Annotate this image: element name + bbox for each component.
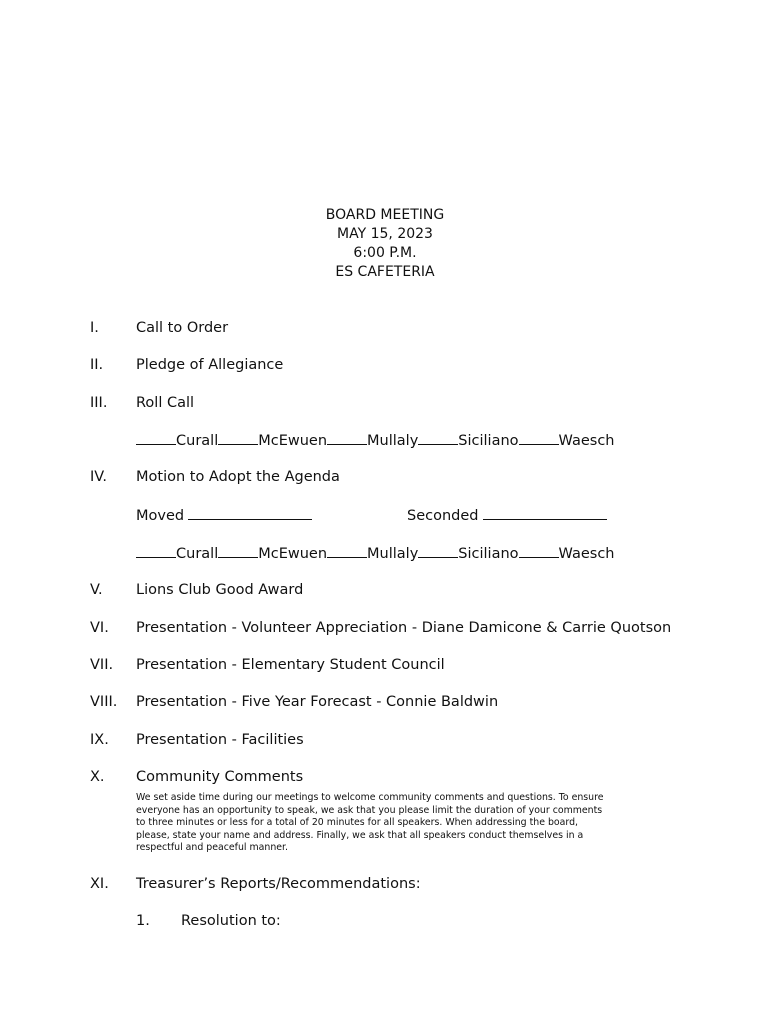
item-number: VII. [90, 657, 114, 673]
meeting-title: BOARD MEETING [325, 207, 445, 223]
item-number: II. [90, 357, 104, 373]
agenda-item-4 [90, 468, 340, 486]
roll-name: Curall [176, 546, 219, 562]
item-number: XI. [90, 876, 109, 892]
roll-blank [418, 431, 458, 445]
roll-blank [519, 544, 559, 558]
subitem-1 [136, 912, 281, 930]
roll-blank [136, 431, 176, 445]
meeting-location: ES CAFETERIA [335, 264, 435, 280]
roll-blank [519, 431, 559, 445]
agenda-item-8 [90, 693, 498, 711]
agenda-item-3 [90, 394, 194, 412]
agenda-item-9 [90, 731, 304, 749]
agenda-item-5 [90, 581, 303, 599]
item-text: Presentation - Volunteer Appreciation - Diane Damicone & Carrie Quotson [136, 620, 672, 636]
agenda-item-10 [90, 768, 303, 786]
item-number: VIII. [90, 694, 118, 710]
motion-line [136, 506, 636, 525]
agenda-item-7 [90, 656, 445, 674]
item-number: VI. [90, 620, 109, 636]
moved-label: Moved [136, 508, 185, 524]
item-number: IV. [90, 469, 107, 485]
roll-name: McEwuen [258, 433, 328, 449]
roll-name: Mullaly [367, 546, 419, 562]
note-line: everyone has an opportunity to speak, we ask that you please limit the duration of your comments [136, 804, 603, 816]
item-number: I. [90, 320, 99, 336]
roll-name: McEwuen [258, 546, 328, 562]
roll-blank [418, 544, 458, 558]
roll-blank [136, 544, 176, 558]
roll-name: Siciliano [458, 546, 519, 562]
agenda-item-2 [90, 356, 283, 374]
roll-call-line-2 [136, 544, 614, 563]
roll-name: Waesch [558, 546, 615, 562]
note-line: We set aside time during our meetings to welcome community comments and questions. To ensure [136, 792, 604, 803]
seconded-blank [483, 506, 607, 520]
meeting-date: MAY 15, 2023 [337, 226, 433, 242]
item-text: Roll Call [136, 395, 195, 411]
note-line: to three minutes or less for a total of 20 minutes for all speakers. When addressing the board, [136, 817, 579, 829]
item-number: X. [90, 769, 105, 785]
community-comments-note [136, 792, 604, 855]
roll-name: Waesch [558, 433, 615, 449]
roll-name: Mullaly [367, 433, 419, 449]
subitem-text: Resolution to: [181, 913, 281, 929]
roll-blank [327, 431, 367, 445]
item-text: Presentation - Facilities [136, 732, 304, 748]
agenda-item-6 [90, 619, 671, 637]
roll-blank [218, 431, 258, 445]
item-text: Presentation - Five Year Forecast - Connie Baldwin [136, 694, 499, 710]
agenda-item-11 [90, 875, 421, 893]
item-text: Lions Club Good Award [136, 582, 304, 598]
roll-blank [218, 544, 258, 558]
note-line: please, state your name and address. Finally, we ask that all speakers conduct themselves in a [136, 829, 584, 841]
subitem-number: 1. [136, 913, 150, 929]
item-text: Motion to Adopt the Agenda [136, 469, 340, 485]
roll-name: Curall [176, 433, 219, 449]
item-text: Pledge of Allegiance [136, 357, 284, 373]
seconded-label: Seconded [407, 508, 479, 524]
item-number: III. [90, 395, 108, 411]
item-number: IX. [90, 732, 109, 748]
agenda-item-1 [90, 319, 228, 337]
item-text: Call to Order [136, 320, 229, 336]
seconded-group [407, 506, 607, 525]
item-text: Community Comments [136, 769, 304, 785]
roll-name: Siciliano [458, 433, 519, 449]
moved-blank [188, 506, 312, 520]
roll-call-line-1 [136, 431, 614, 450]
meeting-time: 6:00 P.M. [353, 245, 417, 261]
agenda-header [0, 206, 770, 282]
item-number: V. [90, 582, 103, 598]
item-text: Presentation - Elementary Student Council [136, 657, 445, 673]
item-text: Treasurer’s Reports/Recommendations: [136, 876, 421, 892]
note-line: respectful and peaceful manner. [136, 842, 289, 854]
roll-blank [327, 544, 367, 558]
